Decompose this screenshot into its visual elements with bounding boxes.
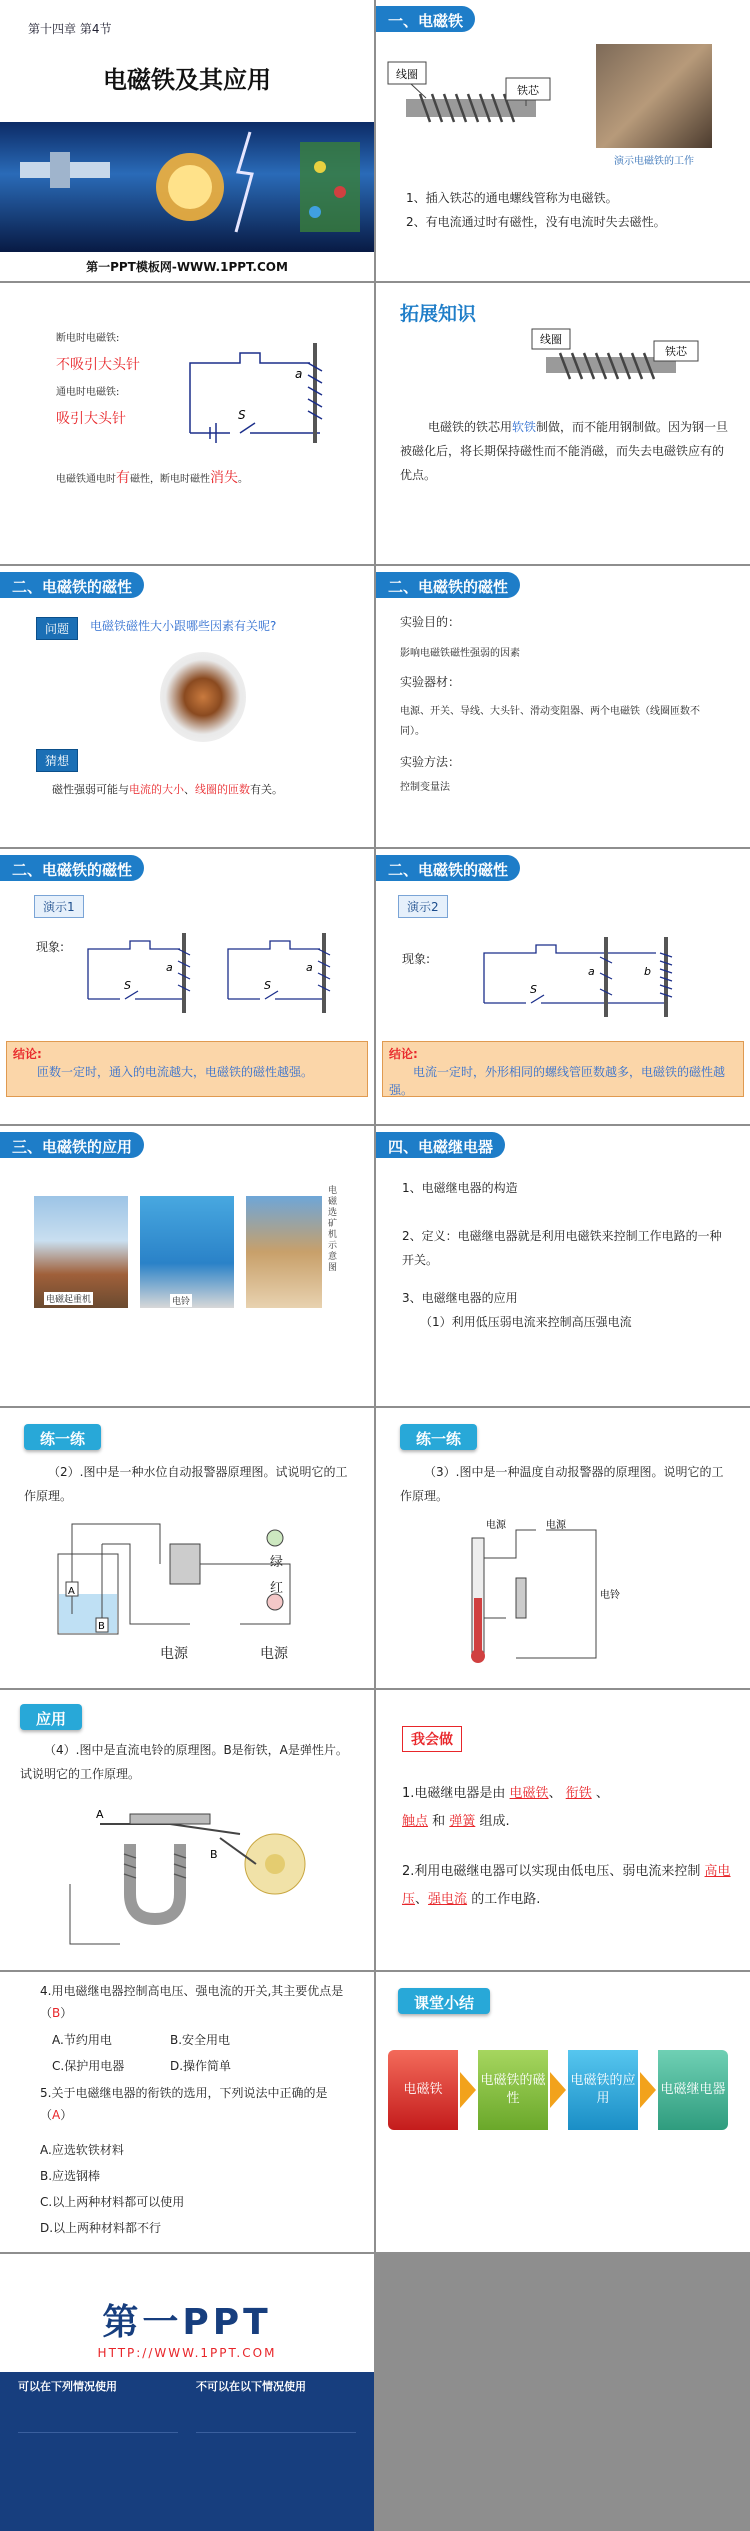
method-heading: 实验方法： <box>400 755 461 769</box>
summary-part: 电磁铁通电时 <box>56 474 116 485</box>
guess-part: 磁性强弱可能与 <box>52 783 129 796</box>
answer: 弹簧 <box>449 1814 476 1829</box>
q-part: 和 <box>432 1814 446 1829</box>
demo-tag: 演示1 <box>34 895 84 918</box>
materials-text: 电源、开关、导线、大头针、滑动变阻器、两个电磁铁（线圈匝数不同）。 <box>400 706 700 737</box>
footer-text: 第一PPT模板网-WWW.1PPT.COM <box>86 260 288 274</box>
license-panel <box>0 2372 374 2531</box>
green-lamp-label: 绿 <box>270 1555 284 1570</box>
spring-label: A <box>96 1808 104 1821</box>
slide-i-can-do <box>376 1690 750 1970</box>
question-text: 电磁铁磁性大小跟哪些因素有关呢? <box>90 619 277 633</box>
conclusion-box <box>6 1041 368 1097</box>
bell-label: 电铃 <box>600 1590 620 1601</box>
photo-caption: 演示电磁铁的工作 <box>614 156 694 167</box>
q-part: 、 <box>415 1892 429 1907</box>
slide-electromagnet <box>376 0 750 281</box>
guess-highlight: 电流的大小 <box>129 783 184 796</box>
off-label: 断电时电磁铁: <box>56 333 120 344</box>
slide-demo-2 <box>376 849 750 1124</box>
terminal-label: b <box>644 965 651 978</box>
terminal-label: a <box>306 961 313 974</box>
electromagnet-photo <box>160 652 246 742</box>
summary-node: 电磁铁 <box>388 2050 458 2130</box>
bell-photo <box>140 1196 234 1308</box>
slide-magnetism-question <box>0 566 374 847</box>
option: C.保护用电器 <box>52 2059 125 2073</box>
water-alarm-diagram <box>50 1514 350 1674</box>
separator-photo <box>246 1196 322 1308</box>
paragraph <box>400 415 730 487</box>
question-text: （4）.图中是直流电铃的原理图。B是衔铁，A是弹性片。试说明它的工作原理。 <box>20 1743 348 1781</box>
conclusion-box <box>382 1041 744 1097</box>
separator-caption: 电磁选矿机示意图 <box>328 1186 338 1273</box>
question-4 <box>40 1980 350 2024</box>
slide-practice-temperature <box>376 1408 750 1688</box>
materials-heading: 实验器材： <box>400 675 461 689</box>
bell-diagram <box>60 1794 320 1964</box>
armature-label: B <box>210 1848 218 1861</box>
demo-photo <box>596 44 712 148</box>
demo-circuits <box>80 919 370 1019</box>
slide-extended-knowledge <box>376 283 750 564</box>
brand-logo: 第一PPT <box>102 2302 272 2343</box>
q-part: 、 <box>548 1786 562 1801</box>
switch-label: S <box>530 983 537 996</box>
section-band: 二、电磁铁的磁性 <box>0 572 144 598</box>
slide-summary <box>376 1972 750 2252</box>
circuit-diagram <box>180 323 350 463</box>
temperature-alarm-diagram <box>456 1518 656 1668</box>
demo-tag: 演示2 <box>398 895 448 918</box>
option: A.应选软铁材料 <box>40 2143 124 2157</box>
application-pill: 应用 <box>20 1704 82 1730</box>
slide-relay <box>376 1126 750 1406</box>
arrow-icon <box>640 2072 656 2108</box>
purpose-heading: 实验目的： <box>400 615 461 629</box>
slide-applications <box>0 1126 374 1406</box>
summary-node: 电磁继电器 <box>658 2050 728 2130</box>
bell-caption: 电铃 <box>170 1294 192 1307</box>
question-text: ） <box>60 2006 73 2020</box>
question-5 <box>40 2082 340 2126</box>
relay-item: 3、电磁继电器的应用 <box>402 1291 518 1305</box>
practice-pill: 练一练 <box>24 1424 101 1450</box>
link-list <box>196 2432 356 2512</box>
link-list <box>18 2432 178 2512</box>
question-tag: 问题 <box>36 617 78 640</box>
question-text: （3）.图中是一种温度自动报警器的原理图。说明它的工作原理。 <box>400 1465 724 1503</box>
answer: 强电流 <box>428 1892 468 1907</box>
definition-item: 1、插入铁芯的通电螺线管称为电磁铁。 <box>406 191 618 205</box>
section-band: 二、电磁铁的磁性 <box>376 855 520 881</box>
summary-node: 电磁铁的应用 <box>568 2050 638 2130</box>
section-band: 一、电磁铁 <box>376 6 475 32</box>
power-label: 电源 <box>160 1646 188 1662</box>
summary-line <box>56 468 248 490</box>
summary-part: 。 <box>238 474 248 485</box>
section-band: 四、电磁继电器 <box>376 1132 505 1158</box>
guess-highlight: 线圈的匝数 <box>195 783 250 796</box>
on-label: 通电时电磁铁: <box>56 387 120 398</box>
slide-quiz <box>0 1972 374 2252</box>
slide-title <box>0 0 374 281</box>
practice-pill: 练一练 <box>400 1424 477 1450</box>
on-result: 吸引大头针 <box>56 411 126 427</box>
guess-text <box>52 780 283 800</box>
coil-label: 线圈 <box>396 68 418 81</box>
answer: 触点 <box>402 1814 429 1829</box>
method-text: 控制变量法 <box>400 782 450 793</box>
section-band: 三、电磁铁的应用 <box>0 1132 144 1158</box>
paragraph-part: 制做，而不能用钢制做。因为钢一旦被磁化后，将长期保持磁性而不能消磁，而失去电磁铁应有的优点。 <box>400 420 729 482</box>
summary-highlight: 有 <box>116 470 130 486</box>
summary-highlight: 消失 <box>210 470 238 486</box>
switch-label: S <box>124 979 131 992</box>
title-banner-image <box>0 122 374 252</box>
option: D.以上两种材料都不行 <box>40 2221 162 2235</box>
q-part: 1.电磁继电器是由 <box>402 1786 506 1801</box>
question-text: ） <box>60 2108 73 2122</box>
demo-circuit <box>476 923 716 1023</box>
conclusion-text: 匝数一定时，通入的电流越大，电磁铁的磁性越强。 <box>37 1065 314 1079</box>
power-label: 电源 <box>486 1520 506 1531</box>
forbidden-heading: 不可以在以下情况使用 <box>196 2380 306 2393</box>
guess-tag: 猜想 <box>36 749 78 772</box>
relay-item: （1）利用低压弱电流来控制高压强电流 <box>420 1315 632 1329</box>
relay-item: 2、定义：电磁继电器就是利用电磁铁来控制工作电路的一种开关。 <box>402 1229 722 1267</box>
conclusion-label: 结论: <box>389 1047 418 1061</box>
answer: A <box>52 2108 61 2122</box>
summary-node: 电磁铁的磁性 <box>478 2050 548 2130</box>
fill-question <box>402 1858 732 1914</box>
q-part: 的工作电路. <box>471 1892 541 1907</box>
definition-item: 2、有电流通过时有磁性，没有电流时失去磁性。 <box>406 215 666 229</box>
option: B.应选钢棒 <box>40 2169 101 2183</box>
chapter-label: 第十四章 第4节 <box>28 22 112 36</box>
section-band: 二、电磁铁的磁性 <box>0 855 144 881</box>
solenoid-diagram <box>526 327 706 397</box>
summary-pill: 课堂小结 <box>398 1988 490 2014</box>
relay-item: 1、电磁继电器的构造 <box>402 1181 518 1195</box>
slide-demo-1 <box>0 849 374 1124</box>
electrode-label: B <box>98 1621 105 1632</box>
empty-cell <box>376 2254 750 2531</box>
q-part: 2.利用电磁继电器可以实现由低电压、弱电流来控制 <box>402 1864 701 1879</box>
answer: B <box>52 2006 61 2020</box>
question-text: 5.关于电磁继电器的衔铁的选用，下列说法中正确的是（ <box>40 2086 328 2122</box>
q-part: 、 <box>595 1786 609 1801</box>
paragraph-part: 电磁铁的铁芯用 <box>428 420 513 434</box>
terminal-label: a <box>166 961 173 974</box>
answer: 衔铁 <box>565 1786 592 1801</box>
power-label: 电源 <box>260 1646 288 1662</box>
slide-experiment-setup <box>376 566 750 847</box>
phenomenon-label: 现象: <box>36 940 65 954</box>
core-label: 铁芯 <box>665 345 687 358</box>
summary-part: 磁性，断电时磁性 <box>130 474 210 485</box>
switch-label: S <box>264 979 271 992</box>
electrode-label: A <box>68 1586 75 1597</box>
option: D.操作简单 <box>170 2059 232 2073</box>
arrow-icon <box>460 2072 476 2108</box>
question-text: 4.用电磁继电器控制高电压、强电流的开关,其主要优点是（ <box>40 1984 344 2020</box>
space-collage-image <box>0 122 374 252</box>
fill-question <box>402 1780 732 1836</box>
page-title: 电磁铁及其应用 <box>103 66 271 94</box>
slide-practice-water <box>0 1408 374 1688</box>
coil-label: 线圈 <box>540 333 562 346</box>
answer: 高电压 <box>402 1864 731 1907</box>
terminal-label: a <box>588 965 595 978</box>
i-can-do-tag: 我会做 <box>402 1726 462 1752</box>
slide-heading: 拓展知识 <box>400 303 477 325</box>
red-lamp-label: 红 <box>270 1581 284 1596</box>
phenomenon-label: 现象: <box>402 952 431 966</box>
option: B.安全用电 <box>170 2033 231 2047</box>
slide-application-bell <box>0 1690 374 1970</box>
option: A.节约用电 <box>52 2033 112 2047</box>
paragraph-highlight: 软铁 <box>512 420 537 434</box>
conclusion-label: 结论: <box>13 1047 42 1061</box>
switch-label: S <box>238 408 246 422</box>
crane-caption: 电磁起重机 <box>44 1292 93 1305</box>
purpose-text: 影响电磁铁磁性强弱的因素 <box>400 648 520 659</box>
brand-url: HTTP://WWW.1PPT.COM <box>97 2346 277 2360</box>
conclusion-text: 电流一定时，外形相同的螺线管匝数越多，电磁铁的磁性越强。 <box>389 1065 726 1097</box>
solenoid-diagram <box>386 44 556 154</box>
slide-brand-end <box>0 2254 374 2531</box>
off-result: 不吸引大头针 <box>56 357 140 373</box>
terminal-label: a <box>295 367 303 381</box>
slide-circuit-observation <box>0 283 374 564</box>
option: C.以上两种材料都可以使用 <box>40 2195 185 2209</box>
q-part: 组成. <box>479 1814 510 1829</box>
answer: 电磁铁 <box>509 1786 549 1801</box>
arrow-icon <box>550 2072 566 2108</box>
power-label: 电源 <box>546 1520 566 1531</box>
guess-part: 、 <box>184 783 195 796</box>
allowed-heading: 可以在下列情况使用 <box>18 2380 117 2393</box>
guess-part: 有关。 <box>250 783 283 796</box>
section-band: 二、电磁铁的磁性 <box>376 572 520 598</box>
core-label: 铁芯 <box>517 84 539 97</box>
question-text: （2）.图中是一种水位自动报警器原理图。试说明它的工作原理。 <box>24 1465 348 1503</box>
